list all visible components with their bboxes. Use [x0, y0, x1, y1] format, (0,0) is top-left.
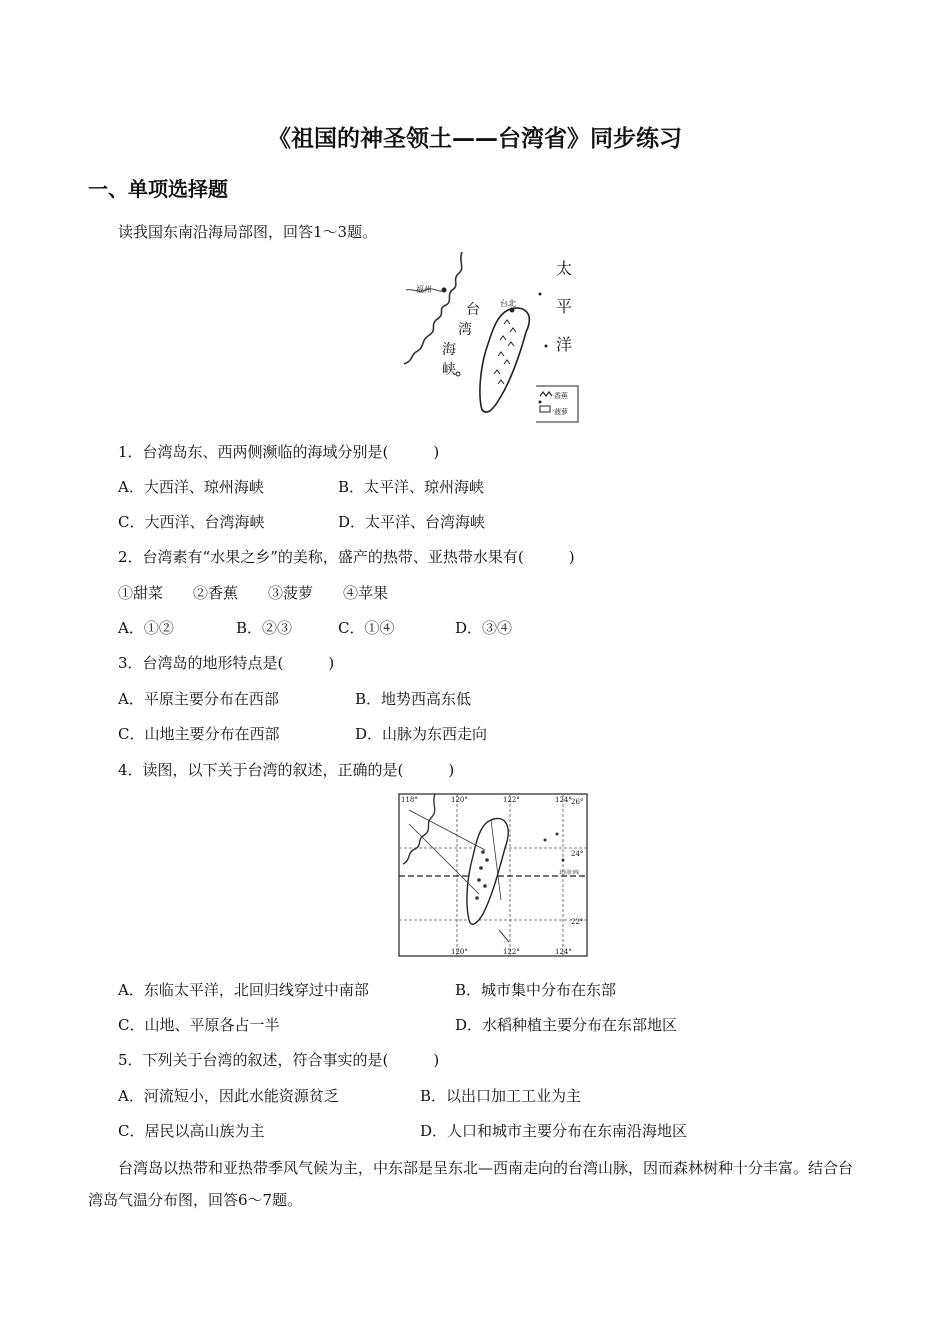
- lon-top-124: 124°: [555, 796, 572, 804]
- question-5-option-b: B．以出口加工工业为主: [420, 1087, 582, 1105]
- question-2-stem: 2．台湾素有“水果之乡”的美称，盛产的热带、亚热带水果有( ): [118, 548, 575, 566]
- question-3-option-d: D．山脉为东西走向: [355, 725, 488, 743]
- label-xia: 峡: [442, 362, 456, 378]
- label-wan: 湾: [458, 322, 472, 338]
- section-heading: 一、单项选择题: [88, 177, 228, 201]
- question-4-option-b: B．城市集中分布在东部: [455, 981, 617, 999]
- question-5-option-a: A．河流短小，因此水能资源贫乏: [118, 1087, 339, 1105]
- lat-26: 26°: [571, 798, 584, 806]
- question-1-option-a: A．大西洋、琼州海峡: [118, 478, 264, 496]
- lat-24: 24°: [571, 850, 584, 858]
- question-3-stem: 3．台湾岛的地形特点是( ): [118, 654, 335, 672]
- question-1-stem: 1．台湾岛东、西两侧濒临的海域分别是( ): [118, 443, 440, 461]
- question-5-option-d: D．人口和城市主要分布在东南沿海地区: [420, 1122, 688, 1140]
- question-1-option-c: C．大西洋、台湾海峡: [118, 513, 265, 531]
- question-2-option-d: D．③④: [455, 619, 513, 637]
- question-4-option-c: C．山地、平原各占一半: [118, 1016, 280, 1034]
- question-1-option-b: B．太平洋、琼州海峡: [338, 478, 485, 496]
- question-2-option-a: A．①②: [118, 619, 174, 637]
- lon-bottom-124: 124°: [555, 948, 572, 956]
- question-2-option-c: C．①④: [338, 619, 395, 637]
- southeast-coast-map: [400, 250, 580, 430]
- label-taibei: 台北: [500, 299, 516, 308]
- lon-top-120: 120°: [451, 796, 468, 804]
- lon-bottom-122: 122°: [503, 948, 520, 956]
- label-ping: 平: [556, 297, 573, 316]
- question-3-option-a: A．平原主要分布在西部: [118, 690, 279, 708]
- question-3-option-c: C．山地主要分布在西部: [118, 725, 280, 743]
- lon-top-118: 118°: [401, 796, 418, 804]
- label-hai: 海: [442, 342, 456, 358]
- question-2-items: ①甜菜 ②香蕉 ③菠萝 ④苹果: [118, 584, 389, 602]
- lon-top-122: 122°: [503, 796, 520, 804]
- taiwan-grid-map: [395, 790, 591, 960]
- intro-text: 读我国东南沿海局部图，回答1～3题。: [118, 223, 378, 241]
- lat-22: 22°: [571, 918, 584, 926]
- taibei-dot: [510, 308, 515, 313]
- label-yang: 洋: [556, 335, 573, 354]
- question-4-stem: 4．读图，以下关于台湾的叙述，正确的是( ): [118, 761, 455, 779]
- question-2-option-b: B．②③: [236, 619, 293, 637]
- question-1-option-d: D．太平洋、台湾海峡: [338, 513, 486, 531]
- question-4-option-d: D．水稻种植主要分布在东部地区: [455, 1016, 678, 1034]
- label-tai2: 太: [556, 259, 573, 278]
- question-5-stem: 5．下列关于台湾的叙述，符合事实的是( ): [118, 1051, 440, 1069]
- climate-intro-paragraph: 台湾岛以热带和亚热带季风气候为主，中东部是呈东北—西南走向的台湾山脉，因而森林树种十分丰富。结合台湾岛气温分布图，回答6～7题。: [88, 1159, 854, 1209]
- legend-pineapple: 菠萝: [554, 408, 568, 416]
- label-fuzhou: 福州: [416, 285, 432, 294]
- question-5-option-c: C．居民以高山族为主: [118, 1122, 265, 1140]
- question-4-option-a: A．东临太平洋，北回归线穿过中南部: [118, 981, 369, 999]
- legend-banana: 香蕉: [554, 392, 568, 400]
- lon-bottom-120: 120°: [451, 948, 468, 956]
- label-tai: 台: [466, 302, 480, 318]
- tropic-label: 北回归线: [559, 870, 580, 876]
- fuzhou-dot: [442, 288, 447, 293]
- page-title: 《祖国的神圣领土——台湾省》同步练习: [268, 126, 682, 152]
- question-3-option-b: B．地势西高东低: [355, 690, 472, 708]
